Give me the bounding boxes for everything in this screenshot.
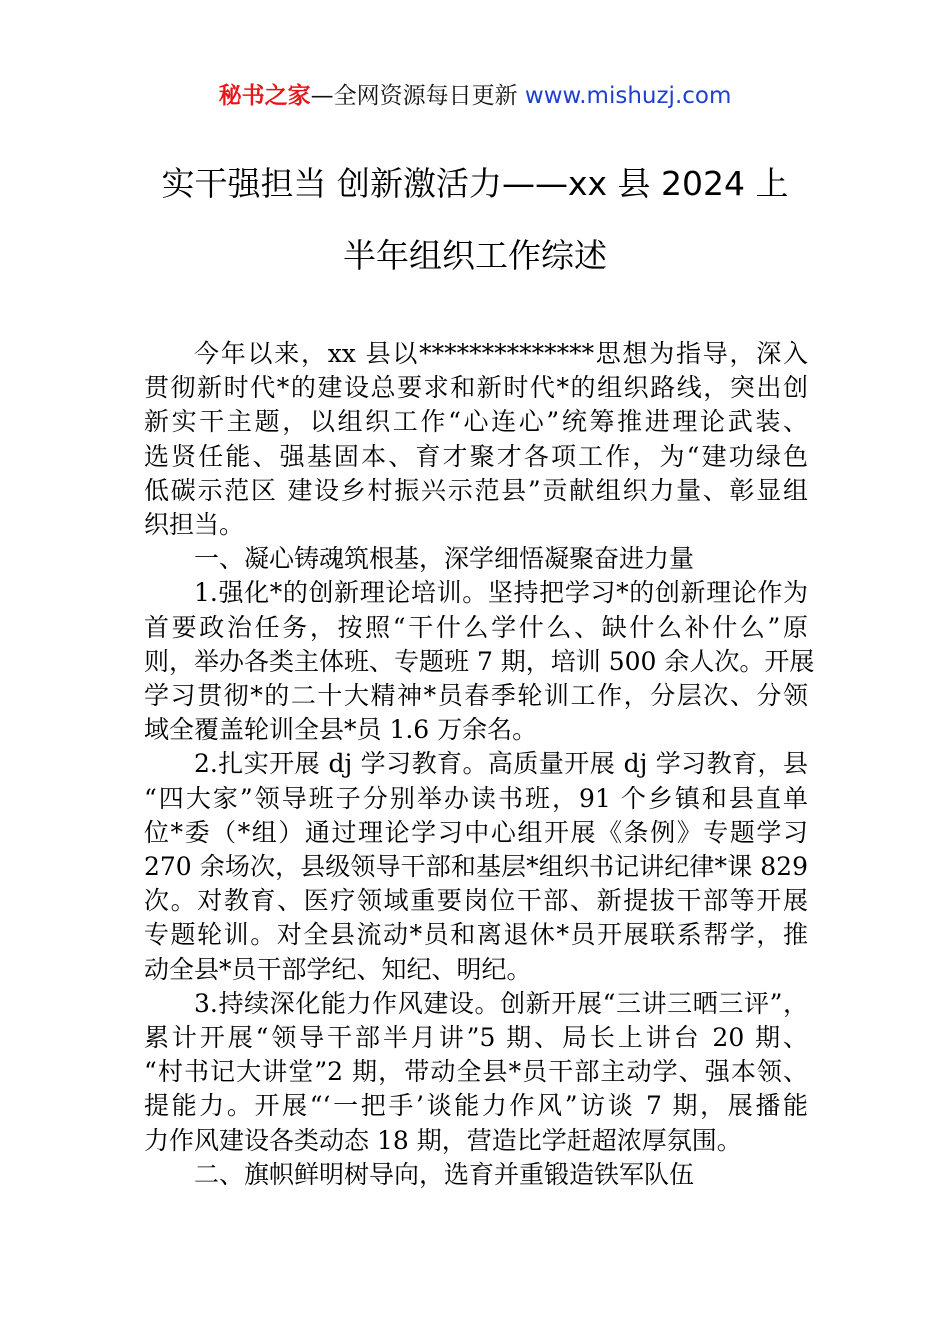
body-line: 低碳示范区 建设乡村振兴示范县”贡献组织力量、彰显组	[144, 475, 808, 505]
body-line: 力作风建设各类动态 18 期，营造比学赶超浓厚氛围。	[144, 1125, 742, 1155]
section-heading: 二、旗帜鲜明树导向，选育并重锻造铁军队伍	[194, 1159, 695, 1189]
body-line: 位*委（*组）通过理论学习中心组开展《条例》专题学习	[144, 817, 808, 847]
body-line: 3.持续深化能力作风建设。创新开展“三讲三晒三评”，	[194, 988, 808, 1018]
section-heading: 一、凝心铸魂筑根基，深学细悟凝聚奋进力量	[194, 544, 695, 574]
body-line: “村书记大讲堂”2 期，带动全县*员干部主动学、强本领、	[144, 1057, 808, 1087]
body-line: 1.强化*的创新理论培训。坚持把学习*的创新理论作为	[194, 578, 808, 608]
body-line: “四大家”领导班子分别举办读书班，91 个乡镇和县直单	[144, 783, 808, 813]
body-line: 动全县*员干部学纪、知纪、明纪。	[144, 954, 532, 984]
document-body	[144, 337, 815, 1192]
header-tagline: —全网资源每日更新	[310, 83, 525, 109]
brand-name: 秘书之家	[218, 83, 311, 109]
title-line-2: 半年组织工作综述	[343, 236, 607, 275]
body-line: 则，举办各类主体班、专题班 7 期，培训 500 余人次。开展	[144, 646, 815, 676]
title-line-1: 实干强担当 创新激活力——xx 县 2024 上	[161, 164, 789, 203]
site-url-link[interactable]: www.mishuzj.com	[524, 83, 732, 109]
body-line: 新实干主题，以组织工作“心连心”统筹推进理论武装、	[144, 407, 808, 437]
body-line: 提能力。开展“‘一把手’谈能力作风”访谈 7 期，展播能	[144, 1091, 808, 1121]
body-line: 织担当。	[144, 510, 245, 540]
body-line: 域全覆盖轮训全县*员 1.6 万余名。	[144, 715, 538, 745]
body-line: 次。对教育、医疗领域重要岗位干部、新提拔干部等开展	[144, 886, 808, 916]
site-header	[0, 80, 950, 112]
body-line: 首要政治任务，按照“干什么学什么、缺什么补什么”原	[144, 612, 808, 642]
document-title	[100, 148, 850, 292]
body-line: 学习贯彻*的二十大精神*员春季轮训工作，分层次、分领	[144, 681, 808, 711]
body-line: 270 余场次，县级领导干部和基层*组织书记讲纪律*课 829	[144, 852, 808, 882]
body-line: 累计开展“领导干部半月讲”5 期、局长上讲台 20 期、	[144, 1023, 808, 1053]
body-line: 选贤任能、强基固本、育才聚才各项工作，为“建功绿色	[144, 441, 808, 471]
body-line: 专题轮训。对全县流动*员和离退休*员开展联系帮学，推	[144, 920, 808, 950]
body-line: 2.扎实开展 dj 学习教育。高质量开展 dj 学习教育，县	[194, 749, 808, 779]
body-line: 贯彻新时代*的建设总要求和新时代*的组织路线，突出创	[144, 373, 808, 403]
body-line: 今年以来，xx 县以**************思想为指导，深入	[194, 339, 808, 368]
